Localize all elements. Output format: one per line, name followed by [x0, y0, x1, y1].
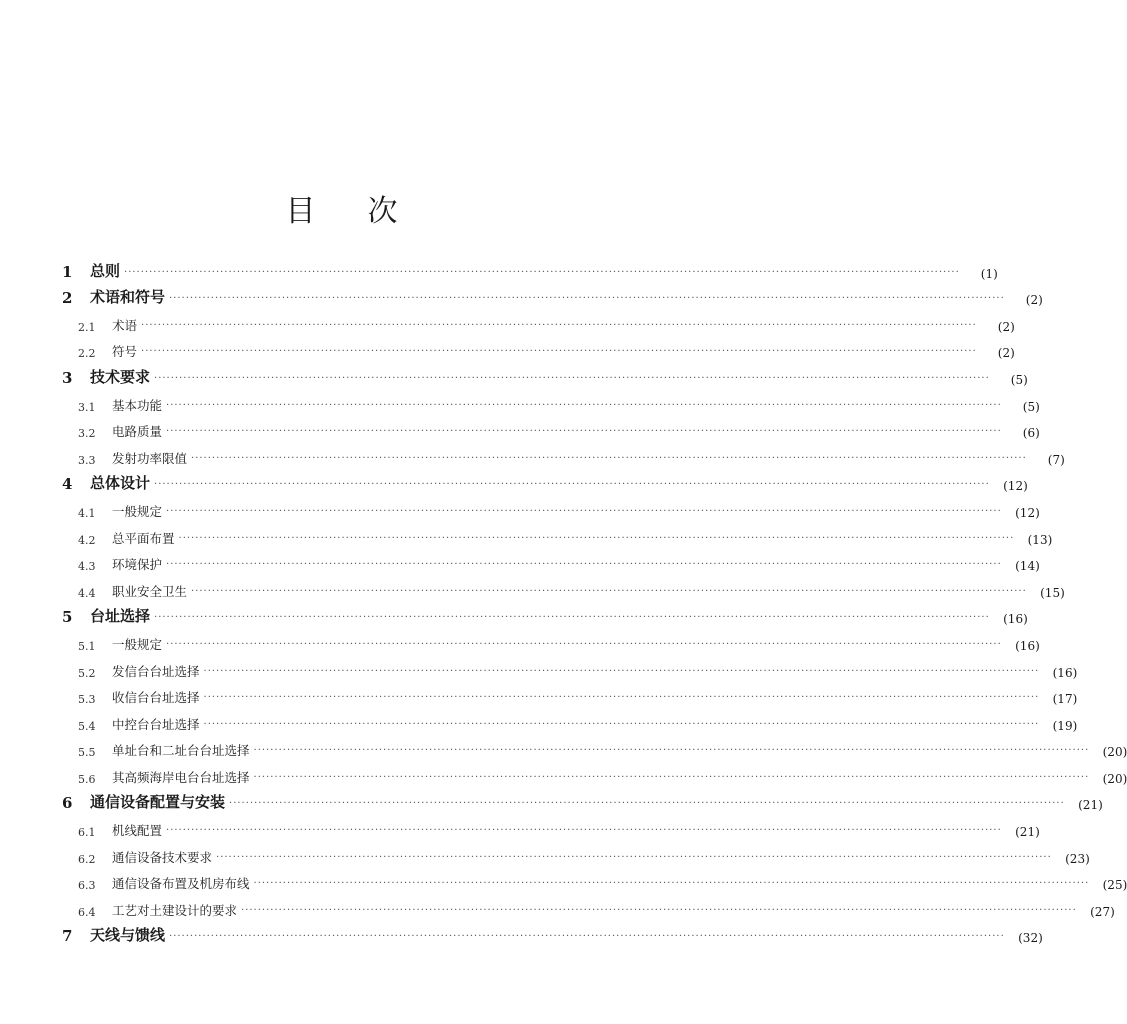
toc-entry-label: 机线配置 [112, 823, 163, 839]
toc-entry-page-number: (21) [1015, 825, 1040, 840]
toc-dot-leader: ········································································································································································································ [253, 745, 1090, 757]
toc-entry-number: 5.5 [78, 746, 96, 760]
toc-entry-label: 一般规定 [112, 503, 163, 519]
toc-entry-number: 6.4 [78, 905, 96, 919]
toc-entry-number: 4.3 [78, 560, 96, 574]
toc-dot-leader: ········································································································································································································ [124, 266, 960, 278]
toc-section-entry [62, 573, 1065, 600]
toc-entry-number: 4.2 [78, 533, 96, 547]
toc-entry-number: 4.4 [78, 586, 96, 600]
toc-entry-number: 3 [62, 368, 73, 387]
toc-dot-leader: ········································································································································································································ [191, 585, 1027, 597]
toc-entry-label: 发信台台址选择 [112, 663, 200, 679]
toc-entry-number: 5.2 [78, 666, 96, 680]
toc-section-entry [62, 334, 1015, 361]
toc-entry-label: 天线与馈线 [90, 926, 166, 945]
toc-entry-page-number: (5) [1010, 372, 1028, 387]
toc-dot-leader: ········································································································································································································ [166, 426, 1002, 438]
toc-entry-label: 工艺对土建设计的要求 [112, 902, 238, 918]
toc-section-entry [62, 387, 1040, 414]
toc-entry-page-number: (13) [1027, 532, 1053, 547]
toc-chapter-entry [62, 281, 1043, 308]
toc-entry-number: 5 [62, 608, 73, 627]
toc-entry-label: 其高频海岸电台台址选择 [112, 769, 250, 785]
toc-section-entry [62, 440, 1065, 467]
toc-section-entry [62, 892, 1115, 919]
toc-entry-page-number: (20) [1102, 745, 1127, 760]
toc-dot-leader: ········································································································································································································ [253, 878, 1090, 890]
toc-dot-leader: ········································································································································································································ [169, 293, 1005, 305]
toc-dot-leader: ········································································································································································································ [169, 931, 1005, 943]
toc-entry-label: 发射功率限值 [112, 450, 188, 466]
toc-section-entry [62, 547, 1040, 574]
toc-dot-leader: ········································································································································································································ [154, 479, 990, 491]
toc-entry-label: 总平面布置 [112, 530, 175, 546]
toc-section-entry [62, 812, 1040, 840]
toc-section-entry [62, 680, 1078, 707]
toc-dot-leader: ········································································································································································································ [203, 692, 1040, 704]
toc-dot-leader: ········································································································································································································ [166, 825, 1002, 837]
table-of-contents [62, 254, 1127, 946]
toc-chapter-entry [62, 600, 1028, 627]
toc-entry-number: 6 [62, 794, 73, 813]
toc-entry-label: 电路质量 [112, 424, 163, 440]
toc-dot-leader: ········································································································································································································ [166, 559, 1002, 571]
toc-entry-page-number: (6) [1022, 426, 1040, 441]
toc-entry-page-number: (32) [1018, 931, 1043, 946]
toc-entry-page-number: (14) [1015, 559, 1040, 574]
toc-entry-number: 3.2 [78, 427, 96, 441]
toc-section-entry [62, 493, 1040, 520]
toc-dot-leader: ········································································································································································································ [166, 505, 1002, 517]
toc-entry-number: 3.1 [78, 400, 96, 414]
toc-entry-page-number: (16) [1015, 638, 1040, 653]
toc-entry-label: 一般规定 [112, 636, 163, 652]
toc-dot-leader: ········································································································································································································ [166, 399, 1002, 411]
toc-entry-number: 5.6 [78, 772, 96, 786]
toc-dot-leader: ········································································································································································································ [141, 319, 977, 331]
toc-entry-page-number: (1) [980, 266, 998, 281]
toc-entry-page-number: (2) [1025, 293, 1043, 308]
toc-entry-label: 术语 [112, 317, 138, 333]
page-title [0, 186, 683, 230]
toc-entry-number: 5.3 [78, 693, 96, 707]
toc-dot-leader: ········································································································································································································ [203, 665, 1040, 677]
toc-entry-label: 符号 [112, 344, 138, 360]
page-title-right: 次 [367, 194, 398, 229]
toc-entry-page-number: (7) [1047, 452, 1065, 467]
toc-entry-number: 5.1 [78, 639, 96, 653]
toc-entry-page-number: (20) [1102, 771, 1127, 786]
toc-entry-label: 基本功能 [112, 397, 163, 413]
toc-chapter-entry [62, 254, 998, 281]
toc-entry-page-number: (15) [1040, 585, 1065, 600]
toc-dot-leader: ········································································································································································································ [229, 798, 1065, 810]
toc-entry-number: 5.4 [78, 719, 96, 733]
toc-chapter-entry [62, 919, 1043, 946]
toc-entry-label: 总体设计 [90, 474, 151, 493]
toc-dot-leader: ········································································································································································································ [241, 904, 1077, 916]
toc-dot-leader: ········································································································································································································ [191, 452, 1027, 464]
toc-dot-leader: ········································································································································································································ [178, 532, 1015, 544]
toc-entry-label: 中控台台址选择 [112, 716, 200, 732]
toc-entry-number: 2 [62, 289, 73, 308]
toc-entry-number: 4 [62, 475, 73, 494]
toc-entry-number: 2.2 [78, 347, 96, 361]
toc-entry-number: 2.1 [78, 320, 96, 334]
page-title-left: 目 [285, 194, 316, 229]
toc-entry-label: 收信台台址选择 [112, 690, 200, 706]
toc-entry-page-number: (12) [1015, 505, 1040, 520]
toc-entry-page-number: (2) [997, 346, 1015, 361]
toc-entry-page-number: (2) [997, 319, 1015, 334]
toc-section-entry [62, 759, 1127, 786]
toc-entry-page-number: (25) [1102, 878, 1127, 893]
toc-entry-number: 7 [62, 927, 73, 946]
toc-entry-page-number: (12) [1003, 479, 1028, 494]
toc-entry-label: 单址台和二址台台址选择 [112, 743, 250, 759]
toc-dot-leader: ········································································································································································································ [253, 771, 1090, 783]
toc-entry-number: 6.1 [78, 826, 96, 840]
toc-entry-label: 通信设备配置与安装 [90, 793, 226, 812]
toc-section-entry [62, 733, 1127, 760]
toc-section-entry [62, 839, 1090, 866]
toc-entry-label: 技术要求 [90, 367, 151, 386]
toc-entry-number: 4.1 [78, 506, 96, 520]
toc-chapter-entry [62, 786, 1103, 813]
toc-entry-page-number: (19) [1052, 718, 1078, 733]
toc-section-entry [62, 414, 1040, 441]
toc-dot-leader: ········································································································································································································ [141, 346, 977, 358]
toc-entry-label: 总则 [90, 261, 121, 280]
toc-section-entry [62, 866, 1127, 893]
toc-entry-page-number: (5) [1022, 399, 1040, 414]
toc-entry-page-number: (27) [1090, 904, 1115, 919]
toc-dot-leader: ········································································································································································································ [216, 851, 1052, 863]
toc-dot-leader: ········································································································································································································ [154, 372, 990, 384]
toc-entry-label: 通信设备技术要求 [112, 849, 213, 865]
toc-entry-label: 术语和符号 [90, 288, 166, 307]
toc-entry-page-number: (23) [1065, 851, 1090, 866]
toc-section-entry [62, 307, 1015, 334]
toc-entry-number: 3.3 [78, 453, 96, 467]
toc-entry-label: 台址选择 [90, 607, 151, 626]
toc-dot-leader: ········································································································································································································ [203, 718, 1040, 730]
toc-entry-page-number: (16) [1052, 665, 1078, 680]
toc-entry-page-number: (21) [1078, 798, 1103, 813]
toc-chapter-entry [62, 360, 1028, 387]
toc-section-entry [62, 653, 1078, 680]
toc-entry-label: 职业安全卫生 [112, 583, 188, 599]
toc-entry-number: 6.3 [78, 879, 96, 893]
toc-section-entry [62, 706, 1078, 733]
toc-entry-page-number: (17) [1052, 692, 1078, 707]
toc-chapter-entry [62, 467, 1028, 494]
toc-section-entry [62, 520, 1053, 547]
toc-entry-number: 6.2 [78, 852, 96, 866]
toc-entry-number: 1 [62, 262, 73, 281]
toc-section-entry [62, 626, 1040, 653]
toc-dot-leader: ········································································································································································································ [154, 612, 990, 624]
toc-dot-leader: ········································································································································································································ [166, 638, 1002, 650]
toc-entry-page-number: (16) [1003, 612, 1028, 627]
toc-entry-label: 通信设备布置及机房布线 [112, 876, 250, 892]
toc-entry-label: 环境保护 [112, 557, 163, 573]
